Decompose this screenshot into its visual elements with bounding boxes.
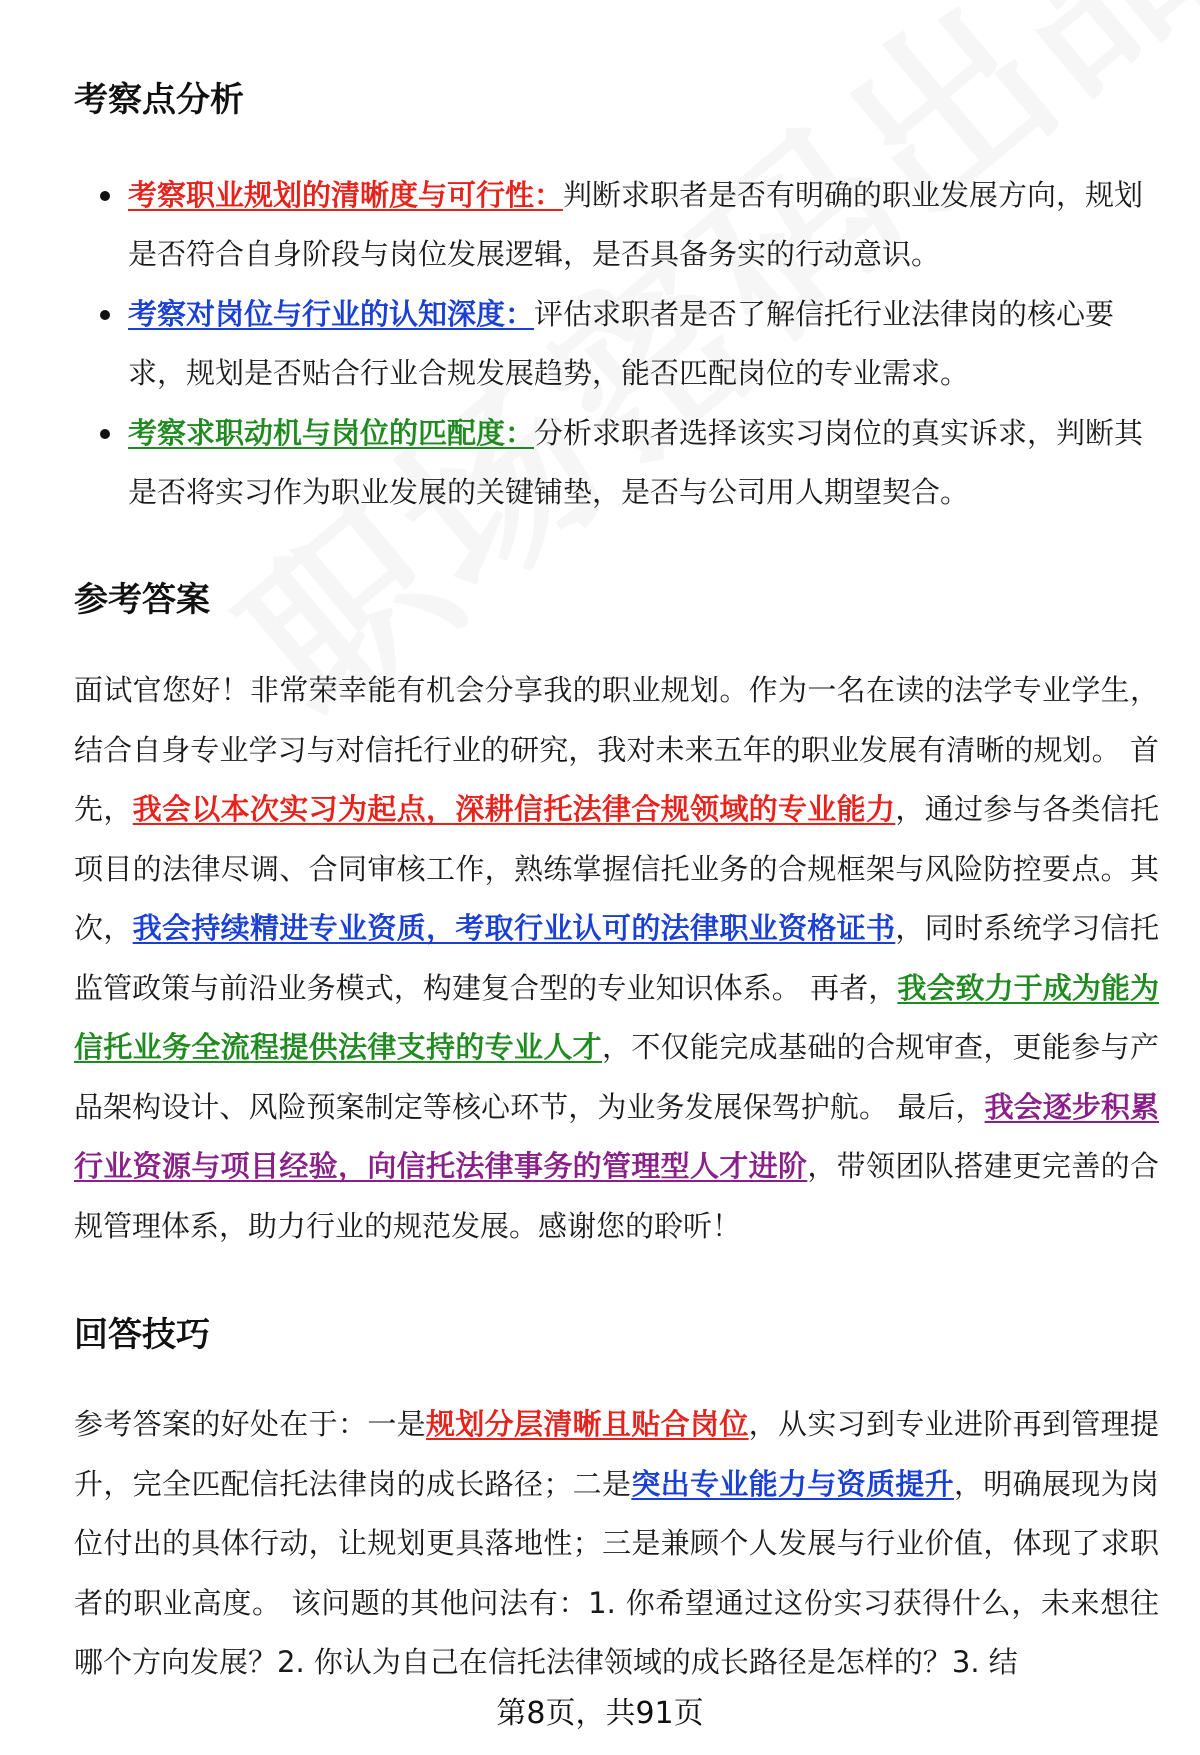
bullet-icon — [100, 310, 110, 320]
tips-text: 参考答案的好处在于：一是 — [74, 1407, 426, 1441]
list-item — [74, 166, 1144, 284]
section-title-analysis: 考察点分析 — [74, 80, 244, 120]
page-number: 第8页，共91页 — [496, 1696, 704, 1731]
tips-text: ，明确展现为岗位付出的具体行动，让规划更具落地性；三是兼顾个人发展与行业价值，体现了求职者的职业高度。 该问题的其他问法有：1. 你希望通过这份实习获得什么，未来想往哪个方向发展？2. 你认为自己在信托法律领域的成长路径是怎样的？3. 结 — [74, 1466, 1159, 1679]
answer-highlight: 我会以本次实习为起点，深耕信托法律合规领域的专业能力 — [132, 792, 896, 826]
answer-paragraph — [74, 661, 1159, 1256]
tips-highlight: 突出专业能力与资质提升 — [631, 1466, 954, 1501]
point-text: 分析求职者选择该实习岗位的真实诉求，判断其是否将实习作为职业发展的关键铺垫，是否与公司用人期望契合。 — [128, 416, 1144, 509]
section-title-answer: 参考答案 — [74, 580, 210, 620]
point-label: 考察职业规划的清晰度与可行性： — [128, 178, 564, 212]
point-label: 考察对岗位与行业的认知深度： — [128, 297, 535, 331]
answer-text: ，带领团队搭建更完善的合规管理体系，助力行业的规范发展。感谢您的聆听！ — [74, 1149, 1159, 1243]
bullet-icon — [100, 191, 110, 201]
tips-text: ，从实习到专业进阶再到管理提升，完全匹配信托法律岗的成长路径；二是 — [74, 1407, 1159, 1501]
answer-text: ，通过参与各类信托项目的法律尽调、合同审核工作，熟练掌握信托业务的合规框架与风险防控要点。其次， — [74, 792, 1159, 945]
tips-highlight: 规划分层清晰且贴合岗位 — [426, 1407, 749, 1441]
point-text: 判断求职者是否有明确的职业发展方向，规划是否符合自身阶段与岗位发展逻辑，是否具备务实的行动意识。 — [128, 178, 1144, 271]
answer-highlight: 我会持续精进专业资质，考取行业认可的法律职业资格证书 — [132, 911, 896, 945]
point-label: 考察求职动机与岗位的匹配度： — [128, 416, 535, 450]
list-item — [74, 285, 1144, 403]
analysis-list — [74, 166, 1144, 523]
answer-text: ，同时系统学习信托监管政策与前沿业务模式，构建复合型的专业知识体系。 再者， — [74, 911, 1159, 1005]
list-item — [74, 404, 1144, 522]
answer-text: 面试官您好！非常荣幸能有机会分享我的职业规划。作为一名在读的法学专业学生，结合自身专业学习与对信托行业的研究，我对未来五年的职业发展有清晰的规划。 首先， — [74, 673, 1159, 826]
answer-highlight: 我会致力于成为能为信托业务全流程提供法律支持的专业人才 — [74, 970, 1159, 1064]
bullet-icon — [100, 429, 110, 439]
section-title-tips: 回答技巧 — [74, 1315, 210, 1355]
answer-text: ，不仅能完成基础的合规审查，更能参与产品架构设计、风险预案制定等核心环节，为业务发展保驾护航。 最后， — [74, 1030, 1159, 1124]
tips-paragraph — [74, 1395, 1159, 1693]
point-text: 评估求职者是否了解信托行业法律岗的核心要求，规划是否贴合行业合规发展趋势，能否匹配岗位的专业需求。 — [128, 297, 1115, 390]
answer-highlight: 我会逐步积累行业资源与项目经验，向信托法律事务的管理型人才进阶 — [74, 1089, 1159, 1183]
